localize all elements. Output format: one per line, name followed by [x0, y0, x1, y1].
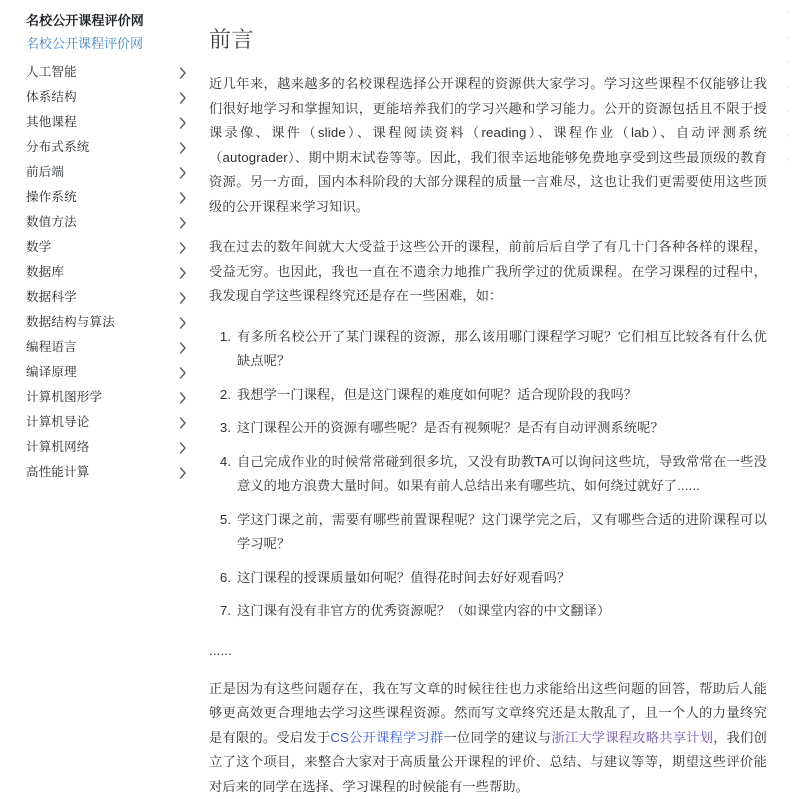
sidebar-item-compilers[interactable] — [0, 360, 205, 385]
sidebar-item-mathematics[interactable] — [0, 235, 205, 260]
sidebar-item-label: 数据库 — [26, 260, 64, 285]
zju-course-guide-link[interactable]: 浙江大学课程攻略共享计划 — [551, 730, 713, 745]
bleed-line: · — [786, 74, 800, 99]
bleed-line: · — [786, 123, 800, 148]
closing-paragraph-part-2: 一位同学的建议与 — [444, 730, 552, 745]
sidebar-item-label: 数学 — [26, 235, 51, 260]
main-content — [205, 0, 800, 649]
sidebar-item-label: 数据结构与算法 — [26, 310, 115, 335]
sidebar-item-intro-to-cs[interactable] — [0, 410, 205, 435]
sidebar-item-data-structures-algorithms[interactable] — [0, 310, 205, 335]
cs-study-group-link[interactable]: CS公开课程学习群 — [330, 730, 443, 745]
sidebar-item-label: 高性能计算 — [26, 460, 90, 485]
sidebar-item-data-science[interactable] — [0, 285, 205, 310]
sidebar-item-numerical-methods[interactable] — [0, 210, 205, 235]
chevron-right-icon — [179, 367, 188, 378]
sidebar-item-label: 编译原理 — [26, 360, 77, 385]
sidebar — [0, 0, 205, 649]
sidebar-item-label: 操作系统 — [26, 185, 77, 210]
article-body — [209, 25, 767, 799]
sidebar-item-distributed-systems[interactable] — [0, 135, 205, 160]
list-item: 7. 这门课有没有非官方的优秀资源呢？（如课堂内容的中文翻译） — [235, 599, 767, 624]
sidebar-item-label: 计算机导论 — [26, 410, 90, 435]
chevron-right-icon — [179, 417, 188, 428]
sidebar-item-label: 分布式系统 — [26, 135, 90, 160]
sidebar-item-label: 其他课程 — [26, 110, 77, 135]
list-item: 1. 有多所名校公开了某门课程的资源，那么该用哪门课程学习呢？它们相互比较各有什么优缺点呢？ — [235, 325, 767, 374]
bleed-line: · — [786, 98, 800, 123]
question-list — [209, 325, 767, 624]
sidebar-item-programming-languages[interactable] — [0, 335, 205, 360]
sidebar-item-databases[interactable] — [0, 260, 205, 285]
sidebar-item-label: 计算机网络 — [26, 435, 90, 460]
chevron-right-icon — [179, 292, 188, 303]
chevron-right-icon — [179, 442, 188, 453]
sidebar-item-high-performance-computing[interactable] — [0, 460, 205, 485]
chevron-right-icon — [179, 92, 188, 103]
sidebar-item-label: 计算机图形学 — [26, 385, 102, 410]
chevron-right-icon — [179, 142, 188, 153]
chevron-right-icon — [179, 67, 188, 78]
bleed-line: · — [786, 147, 800, 172]
sidebar-item-operating-systems[interactable] — [0, 185, 205, 210]
sidebar-item-label: 体系结构 — [26, 85, 77, 110]
closing-paragraph-part-1: 正是因为有这些问题存在，我在写文章的时候往往也力求能给出这些问题的回答，帮助后人能够更高效更合理地去学习这些课程资源。然而写文章终究还是太散乱了，且一个人的力量终究是有限的。受启发于 — [209, 681, 767, 745]
chevron-right-icon — [179, 167, 188, 178]
sidebar-item-computer-networks[interactable] — [0, 435, 205, 460]
site-title: 名校公开课程评价网 — [0, 11, 205, 30]
sidebar-nav-list — [0, 60, 205, 485]
sidebar-home-link[interactable]: 名校公开课程评价网 — [0, 30, 205, 58]
chevron-right-icon — [179, 467, 188, 478]
list-item: 3. 这门课程公开的资源有哪些呢？是否有视频呢？是否有自动评测系统呢？ — [235, 416, 767, 441]
list-item: 6. 这门课程的授课质量如何呢？值得花时间去好好观看吗？ — [235, 566, 767, 591]
bleed-line: · — [786, 25, 800, 50]
closing-paragraph-part-3: ，我们创立了这个项目，来整合大家对于高质量公开课程的评价、总结、与建议等等，期望这些评价能对后来的同学在选择、学习课程的时候能有一些帮助。 — [209, 730, 767, 794]
sidebar-item-other-courses[interactable] — [0, 110, 205, 135]
intro-paragraph-2: 我在过去的数年间就大大受益于这些公开的课程，前前后后自学了有几十门各种各样的课程，受益无穷。也因此，我也一直在不遗余力地推广我所学过的优质课程。在学习课程的过程中，我发现自学这些课程终究还是存在一些困难，如： — [209, 235, 767, 309]
bleed-line: · — [786, 0, 800, 25]
sidebar-item-computer-graphics[interactable] — [0, 385, 205, 410]
chevron-right-icon — [179, 342, 188, 353]
closing-paragraph — [209, 677, 767, 799]
sidebar-item-label: 人工智能 — [26, 60, 77, 85]
page-title: 前言 — [209, 25, 767, 55]
chevron-right-icon — [179, 242, 188, 253]
chevron-right-icon — [179, 392, 188, 403]
right-edge-text-bleed — [786, 0, 800, 649]
list-item: 5. 学这门课之前，需要有哪些前置课程呢？这门课学完之后，又有哪些合适的进阶课程可以学习呢？ — [235, 508, 767, 557]
chevron-right-icon — [179, 192, 188, 203]
sidebar-item-ai[interactable] — [0, 60, 205, 85]
sidebar-item-label: 数据科学 — [26, 285, 77, 310]
sidebar-item-frontend-backend[interactable] — [0, 160, 205, 185]
bleed-line: · — [786, 49, 800, 74]
sidebar-item-label: 前后端 — [26, 160, 64, 185]
sidebar-item-label: 数值方法 — [26, 210, 77, 235]
list-item: 2. 我想学一门课程，但是这门课程的难度如何呢？适合现阶段的我吗？ — [235, 383, 767, 408]
ellipsis-text: ...... — [209, 640, 767, 662]
sidebar-item-architecture[interactable] — [0, 85, 205, 110]
chevron-right-icon — [179, 267, 188, 278]
sidebar-item-label: 编程语言 — [26, 335, 77, 360]
intro-paragraph-1: 近几年来，越来越多的名校课程选择公开课程的资源供大家学习。学习这些课程不仅能够让我们很好地学习和掌握知识，更能培养我们的学习兴趣和学习能力。公开的资源包括且不限于授课录像、课件（slide）、课程阅读资料（reading）、课程作业（lab）、自动评测系统（autograder）、期中期末试卷等等。因此，我们很幸运地能够免费地享受到这些最顶级的教育资源。另一方面，国内本科阶段的大部分课程的质量一言难尽，这也让我们更需要使用这些顶级的公开课程来学习知识。 — [209, 72, 767, 219]
chevron-right-icon — [179, 317, 188, 328]
chevron-right-icon — [179, 117, 188, 128]
list-item: 4. 自己完成作业的时候常常碰到很多坑，又没有助教TA可以询问这些坑，导致常常在一些没意义的地方浪费大量时间。如果有前人总结出来有哪些坑、如何绕过就好了...... — [235, 450, 767, 499]
chevron-right-icon — [179, 217, 188, 228]
